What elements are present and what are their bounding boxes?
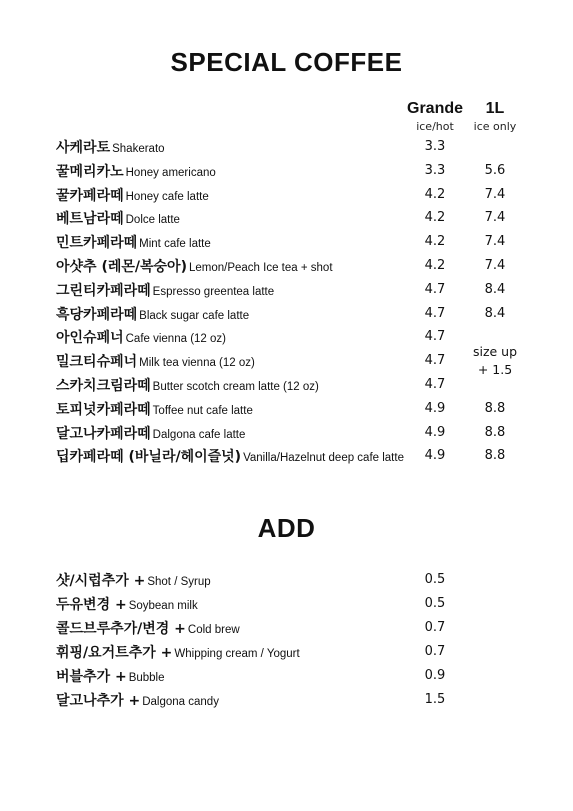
add-item-english-name: Whipping cream / Yogurt <box>174 648 300 660</box>
add-item-english-name: Soybean milk <box>128 600 198 612</box>
add-item-price: 0.7 <box>424 620 446 635</box>
menu-item-name <box>56 304 249 326</box>
menu-item-row <box>56 161 536 181</box>
menu-item-english-name: Dolce latte <box>125 214 180 227</box>
grande-price: 4.9 <box>424 448 446 464</box>
add-item-price: 1.5 <box>424 692 446 707</box>
add-item-name <box>56 618 240 640</box>
grande-price: 4.7 <box>424 329 446 345</box>
liter-price: 8.4 <box>484 305 506 321</box>
menu-item-row <box>56 137 536 157</box>
menu-item-name <box>56 446 404 468</box>
menu-item-name <box>56 399 253 421</box>
menu-item-english-name: Dalgona cafe latte <box>152 428 246 441</box>
grande-price: 4.2 <box>424 186 446 202</box>
menu-item-row <box>56 351 536 371</box>
add-item-english-name: Dalgona candy <box>142 696 219 708</box>
size-up-line2: + 1.5 <box>477 362 513 377</box>
liter-price: 5.6 <box>484 162 506 178</box>
menu-item-name <box>56 256 333 278</box>
add-item-korean-name: 두유변경 + <box>56 597 127 613</box>
menu-item-name <box>56 327 226 349</box>
liter-price: 8.8 <box>484 400 506 416</box>
grande-label: Grande <box>407 100 464 117</box>
add-item-row <box>56 642 536 662</box>
add-item-korean-name: 휘핑/요거트추가 + <box>56 645 173 661</box>
add-item-name <box>56 642 300 664</box>
menu-item-korean-name: 달고나카페라떼 <box>56 425 151 442</box>
add-item-price: 0.5 <box>424 596 446 611</box>
menu-item-english-name: Toffee nut cafe latte <box>152 404 253 417</box>
menu-item-korean-name: 베트남라떼 <box>56 211 124 228</box>
menu-item-english-name: Milk tea vienna (12 oz) <box>139 357 255 370</box>
menu-item-name <box>56 185 209 207</box>
grande-price: 3.3 <box>424 162 446 178</box>
menu-item-name <box>56 208 180 230</box>
size-up-line1: size up <box>472 344 518 359</box>
menu-item-row <box>56 256 536 276</box>
liter-price: 7.4 <box>484 234 506 250</box>
menu-item-row <box>56 446 536 466</box>
grande-price: 4.9 <box>424 400 446 416</box>
add-item-korean-name: 콜드브루추가/변경 + <box>56 621 186 637</box>
menu-item-korean-name: 스카치크림라떼 <box>56 378 151 394</box>
menu-item-korean-name: 밀크티슈페너 <box>56 354 138 371</box>
menu-item-korean-name: 흑당카페라떼 <box>56 306 138 323</box>
menu-item-name <box>56 280 274 302</box>
menu-item-korean-name: 아인슈페너 <box>56 330 124 347</box>
grande-price: 3.3 <box>424 139 446 154</box>
add-item-english-name: Shot / Syrup <box>147 576 211 588</box>
add-item-row <box>56 690 536 710</box>
menu-item-name <box>56 423 245 445</box>
liter-column-header <box>466 101 524 132</box>
add-title: ADD <box>257 513 316 543</box>
liter-price: 7.4 <box>484 258 506 273</box>
add-item-english-name: Cold brew <box>187 624 240 636</box>
menu-item-row <box>56 232 536 252</box>
menu-item-english-name: Honey cafe latte <box>125 190 209 203</box>
liter-price: 8.8 <box>484 448 506 464</box>
menu-item-name <box>56 137 165 159</box>
liter-price: 8.8 <box>484 424 506 440</box>
menu-item-korean-name: 민트카페라떼 <box>56 235 138 252</box>
add-item-row <box>56 618 536 638</box>
grande-sub-label: ice/hot <box>416 120 454 133</box>
add-item-row <box>56 594 536 614</box>
liter-sub-label: ice only <box>473 120 517 133</box>
menu-item-korean-name: 그린티카페라떼 <box>56 282 151 299</box>
menu-item-english-name: Cafe vienna (12 oz) <box>125 333 226 346</box>
grande-price: 4.2 <box>424 210 446 226</box>
grande-price: 4.7 <box>424 353 446 369</box>
size-up-note <box>466 343 524 379</box>
menu-item-korean-name: 꿀메리카노 <box>56 163 124 180</box>
add-item-row <box>56 570 536 590</box>
menu-item-row <box>56 375 536 395</box>
menu-item-name <box>56 232 211 254</box>
add-item-row <box>56 666 536 686</box>
menu-item-row <box>56 399 536 419</box>
menu-item-row <box>56 280 536 300</box>
grande-price: 4.2 <box>424 234 446 250</box>
liter-price: 8.4 <box>484 281 506 297</box>
liter-label: 1L <box>485 100 505 117</box>
add-item-price: 0.9 <box>424 668 446 683</box>
menu-item-row <box>56 304 536 324</box>
liter-price: 7.4 <box>484 210 506 226</box>
add-item-korean-name: 달고나추가 + <box>56 693 141 709</box>
menu-item-row <box>56 423 536 443</box>
menu-item-name <box>56 161 216 183</box>
menu-item-english-name: Espresso greentea latte <box>152 285 275 298</box>
grande-price: 4.7 <box>424 281 446 297</box>
menu-item-name <box>56 375 319 397</box>
menu-item-korean-name: 토피넛카페라떼 <box>56 401 151 418</box>
add-item-name <box>56 690 219 712</box>
grande-price: 4.7 <box>424 305 446 321</box>
grande-price: 4.7 <box>424 377 446 392</box>
add-item-name <box>56 570 211 592</box>
menu-item-english-name: Black sugar cafe latte <box>139 309 250 322</box>
menu-item-korean-name: 사케라토 <box>56 140 111 156</box>
liter-price: 7.4 <box>484 186 506 202</box>
add-item-price: 0.5 <box>424 572 446 587</box>
menu-item-row <box>56 208 536 228</box>
menu-item-english-name: Vanilla/Hazelnut deep cafe latte <box>243 452 404 465</box>
add-item-korean-name: 버블추가 + <box>56 669 127 685</box>
menu-item-korean-name: 딥카페라떼 (바닐라/헤이즐넛) <box>56 449 242 466</box>
menu-item-english-name: Mint cafe latte <box>139 238 211 251</box>
grande-price: 4.2 <box>424 258 446 273</box>
menu-item-korean-name: 아샷추 (레몬/복숭아) <box>56 259 187 275</box>
menu-item-row <box>56 185 536 205</box>
menu-item-row <box>56 327 536 347</box>
menu-item-english-name: Honey americano <box>125 166 216 179</box>
menu-item-korean-name: 꿀카페라떼 <box>56 187 124 204</box>
menu-item-english-name: Shakerato <box>112 143 165 155</box>
menu-item-name <box>56 351 255 373</box>
menu-item-english-name: Lemon/Peach Ice tea + shot <box>188 262 333 274</box>
special-coffee-title: SPECIAL COFFEE <box>170 47 403 77</box>
add-item-name <box>56 666 165 688</box>
add-item-name <box>56 594 198 616</box>
grande-column-header <box>407 101 463 132</box>
add-item-korean-name: 샷/시럽추가 + <box>56 573 146 589</box>
add-item-english-name: Bubble <box>128 672 165 684</box>
menu-item-english-name: Butter scotch cream latte (12 oz) <box>152 381 319 393</box>
add-item-price: 0.7 <box>424 644 446 659</box>
grande-price: 4.9 <box>424 424 446 440</box>
